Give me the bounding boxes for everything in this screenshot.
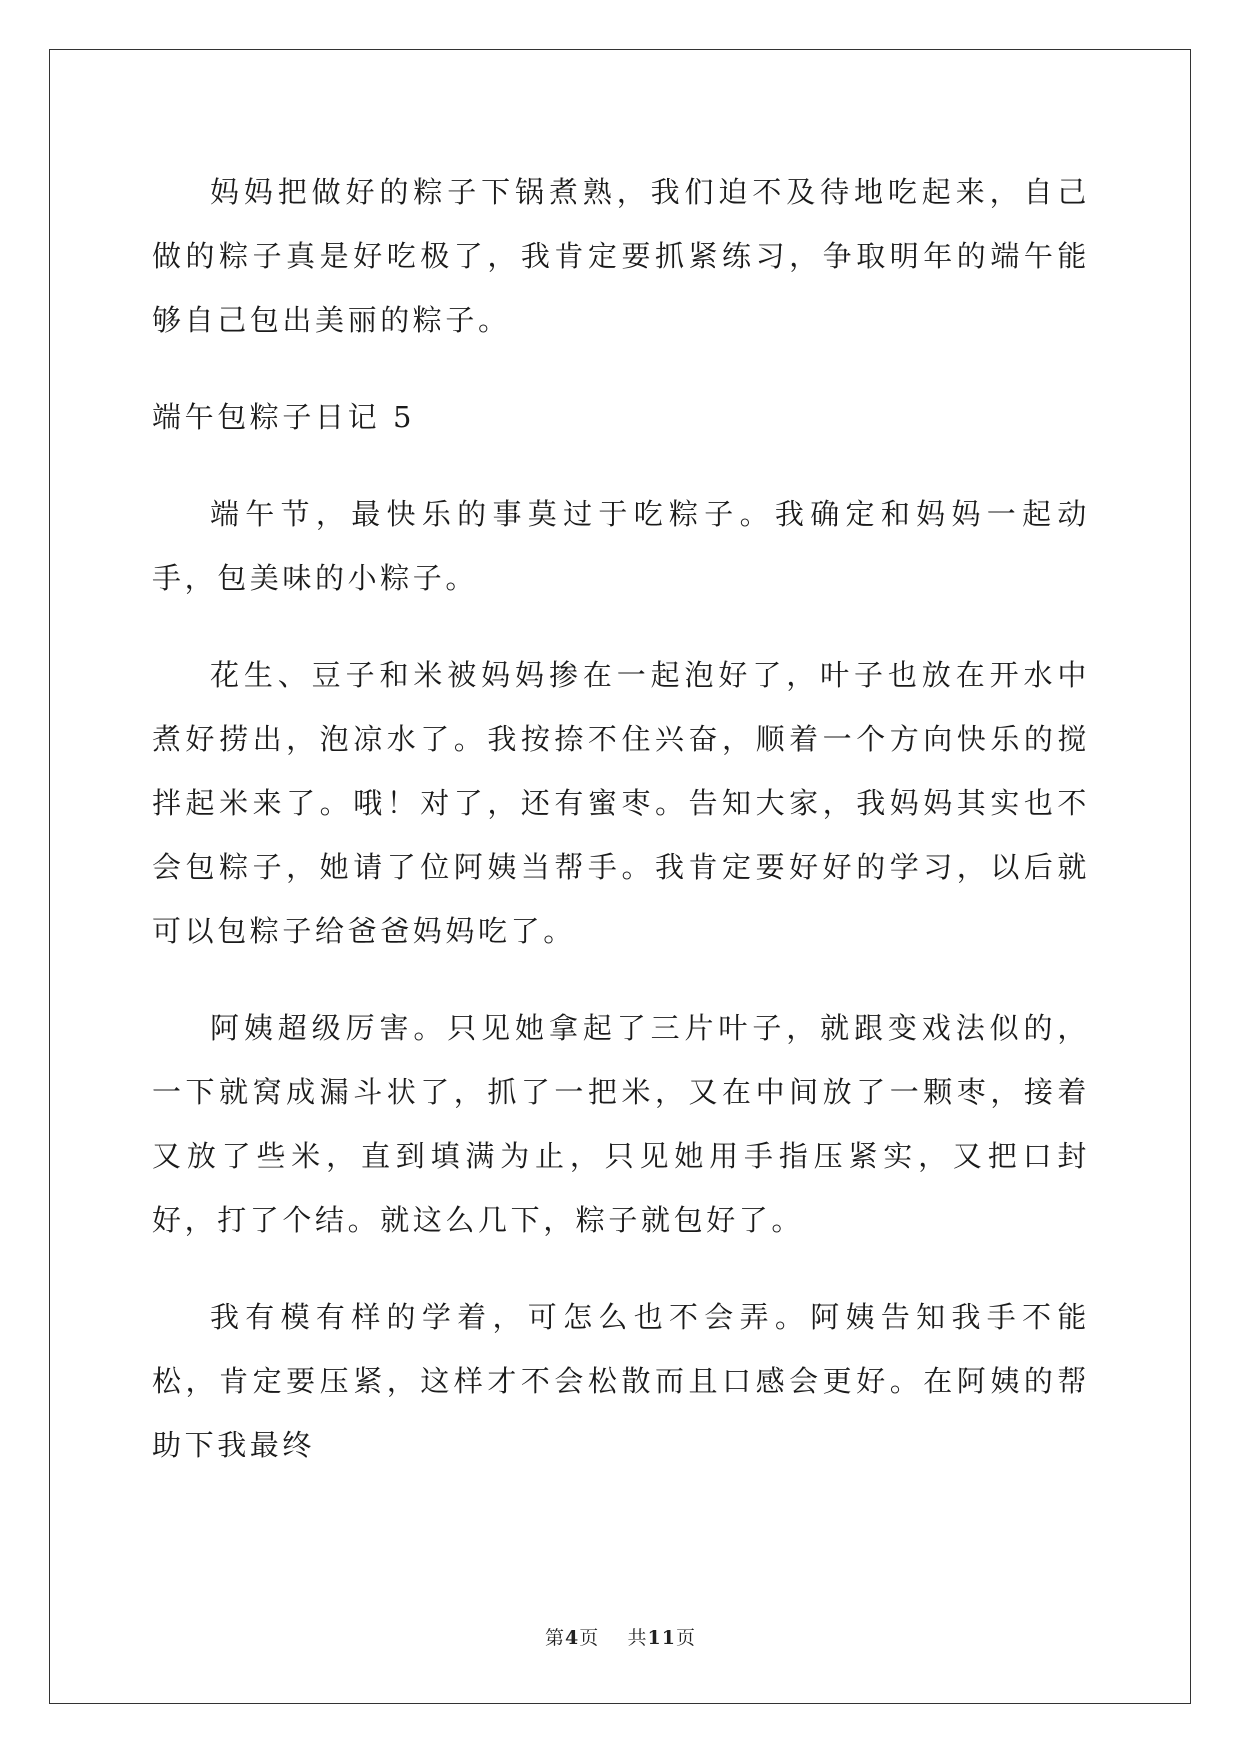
section-heading: 端午包粽子日记 5 bbox=[152, 400, 416, 434]
footer-total-prefix: 共 bbox=[627, 1627, 648, 1649]
footer-total-label: 页 bbox=[675, 1627, 696, 1649]
paragraph-2: 花生、豆子和米被妈妈掺在一起泡好了，叶子也放在开水中煮好捞出，泡凉水了。我按捺不住兴奋，顺着一个方向快乐的搅拌起米来了。哦！对了，还有蜜枣。告知大家，我妈妈其实也不会包粽子，她请了位阿姨当帮手。我肯定要好好的学习，以后就可以包粽子给爸爸妈妈吃了。 bbox=[152, 658, 1090, 948]
paragraph-1: 端午节，最快乐的事莫过于吃粽子。我确定和妈妈一起动手，包美味的小粽子。 bbox=[152, 497, 1090, 595]
footer-page-label: 页 bbox=[579, 1627, 600, 1649]
document-body bbox=[152, 160, 1090, 1477]
current-page-number: 4 bbox=[565, 1627, 580, 1649]
paragraph-4: 我有模有样的学着，可怎么也不会弄。阿姨告知我手不能松，肯定要压紧，这样才不会松散而且口感会更好。在阿姨的帮助下我最终 bbox=[152, 1300, 1090, 1462]
page-footer bbox=[0, 1623, 1241, 1650]
total-page-number: 11 bbox=[647, 1627, 676, 1649]
paragraph-continued: 妈妈把做好的粽子下锅煮熟，我们迫不及待地吃起来，自己做的粽子真是好吃极了，我肯定要抓紧练习，争取明年的端午能够自己包出美丽的粽子。 bbox=[152, 175, 1090, 337]
paragraph-3: 阿姨超级厉害。只见她拿起了三片叶子，就跟变戏法似的，一下就窝成漏斗状了，抓了一把米，又在中间放了一颗枣，接着又放了些米，直到填满为止，只见她用手指压紧实，又把口封好，打了个结。就这么几下，粽子就包好了。 bbox=[152, 1011, 1090, 1237]
footer-prefix: 第 bbox=[545, 1627, 566, 1649]
